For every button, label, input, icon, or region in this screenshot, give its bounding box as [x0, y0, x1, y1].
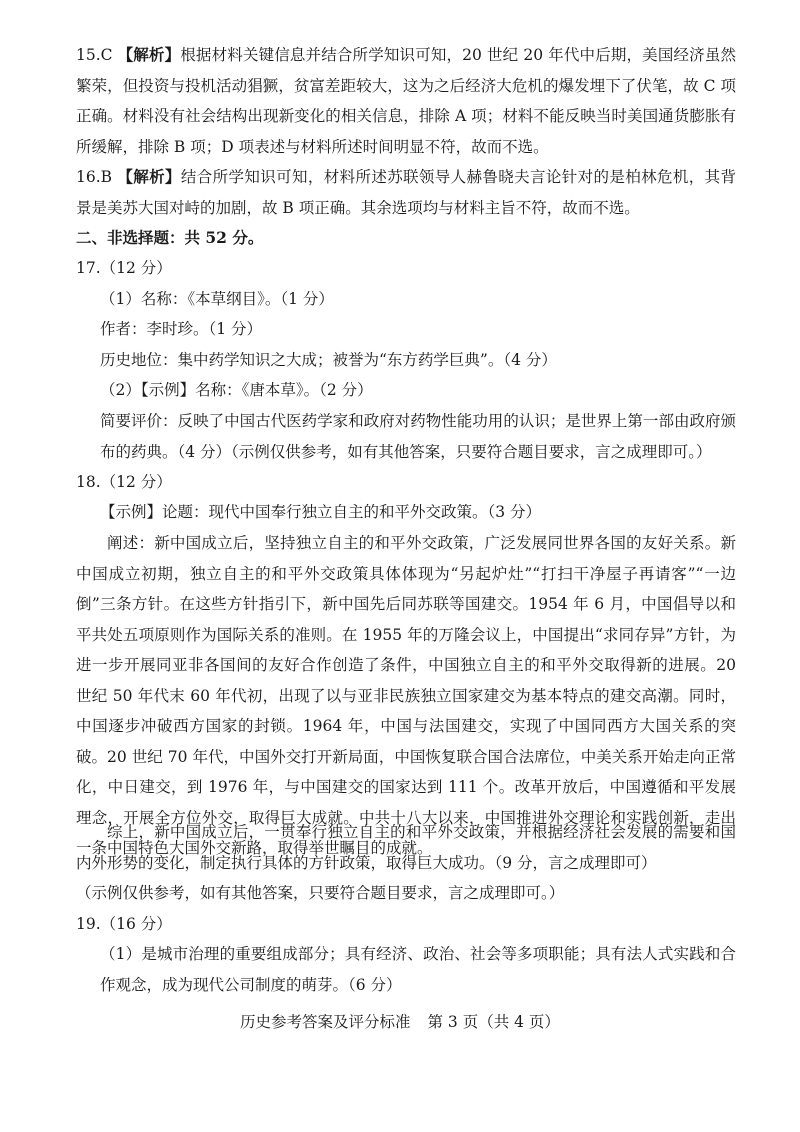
answer-15-number: 15.C: [76, 46, 113, 64]
answer-18-summary: 综上，新中国成立后，一贯奉行独立自主的和平外交政策，并根据经济社会发展的需要和国内外形势的变化，制定执行具体的方针政策，取得巨大成功。（9 分，言之成理即可）: [76, 823, 736, 872]
answer-19-part-1: （1）是城市治理的重要组成部分；具有经济、政治、社会等多项职能；具有法人式实践和合作观念，成为现代公司制度的萌芽。（6 分）: [100, 945, 736, 994]
answer-17-line-1: （1）名称：《本草纲目》。（1 分）: [100, 290, 334, 308]
answer-16-number: 16.B: [76, 168, 113, 186]
footer-page-number: 第 3 页（共 4 页）: [427, 1013, 560, 1031]
answer-16-text: 结合所学知识可知，材料所述苏联领导人赫鲁晓夫言论针对的是柏林危机，其背景是美苏大国对峙的加剧，故 B 项正确。其余选项均与材料主旨不符，故而不选。: [76, 168, 736, 217]
answer-15: [76, 40, 736, 162]
answer-17-line-2: 作者：李时珍。（1 分）: [100, 320, 263, 338]
answer-18-heading: 18.（12 分）: [76, 473, 172, 491]
answer-18-thesis: 【示例】论题：现代中国奉行独立自主的和平外交政策。（3 分）: [100, 503, 542, 521]
answer-16: [76, 162, 736, 223]
answer-15-tag: 【解析】: [117, 45, 181, 64]
answer-19-heading: 19.（16 分）: [76, 915, 172, 933]
answer-15-text: 根据材料关键信息并结合所学知识可知，20 世纪 20 年代中后期，美国经济虽然繁荣，但投资与投机活动猖獗，贫富差距较大，这为之后经济大危机的爆发埋下了伏笔，故 C 项正确。材料没有社会结构出现新变化的相关信息，排除 A 项；材料不能反映当时美国通货膨胀有所缓解，排除 B 项；D 项表述与材料所述时间明显不符，故而不选。: [76, 46, 736, 156]
answer-17-line-3: 历史地位：集中药学知识之大成；被誉为“东方药学巨典”。（4 分）: [100, 351, 557, 369]
section-heading: 二、非选择题：共 52 分。: [76, 228, 264, 247]
page-footer: [0, 1010, 800, 1032]
answer-17-heading: 17.（12 分）: [76, 259, 172, 277]
answer-17-evaluation: 简要评价：反映了中国古代医药学家和政府对药物性能功用的认识；是世界上第一部由政府颁布的药典。（4 分）（示例仅供参考，如有其他答案，只要符合题目要求，言之成理即可。）: [100, 412, 736, 461]
answer-17-line-4: （2）【示例】名称：《唐本草》。（2 分）: [100, 381, 373, 399]
answer-16-tag: 【解析】: [117, 167, 181, 186]
footer-title: 历史参考答案及评分标准: [240, 1013, 411, 1031]
answer-18-note: （示例仅供参考，如有其他答案，只要符合题目要求，言之成理即可。）: [76, 884, 565, 902]
answer-18-body: 阐述：新中国成立后，坚持独立自主的和平外交政策，广泛发展同世界各国的友好关系。新中国成立初期，独立自主的和平外交政策具体体现为“另起炉灶”“打扫干净屋子再请客”“一边倒”三条方针。在这些方针指引下，新中国先后同苏联等国建交。1954 年 6 月，中国倡导以和平共处五项原则作为国际关系的准则。在 1955 年的万隆会议上，中国提出“求同存异”方针，为进一步开展同亚非各国间的友好合作创造了条件，中国独立自主的和平外交取得新的进展。20 世纪 50 年代末 60 年代初，出现了以与亚非民族独立国家建交为基本特点的建交高潮。同时，中国逐步冲破西方国家的封锁。1964 年，中国与法国建交，实现了中国同西方大国关系的突破。20 世纪 70 年代，中国外交打开新局面，中国恢复联合国合法席位，中美关系开始走向正常化，中日建交，到 1976 年，与中国建交的国家达到 111 个。改革开放后，中国遵循和平发展理念，开展全方位外交，取得巨大成就。中共十八大以来，中国推进外交理论和实践创新，走出一条中国特色大国外交新路，取得举世瞩目的成就。: [76, 534, 736, 857]
